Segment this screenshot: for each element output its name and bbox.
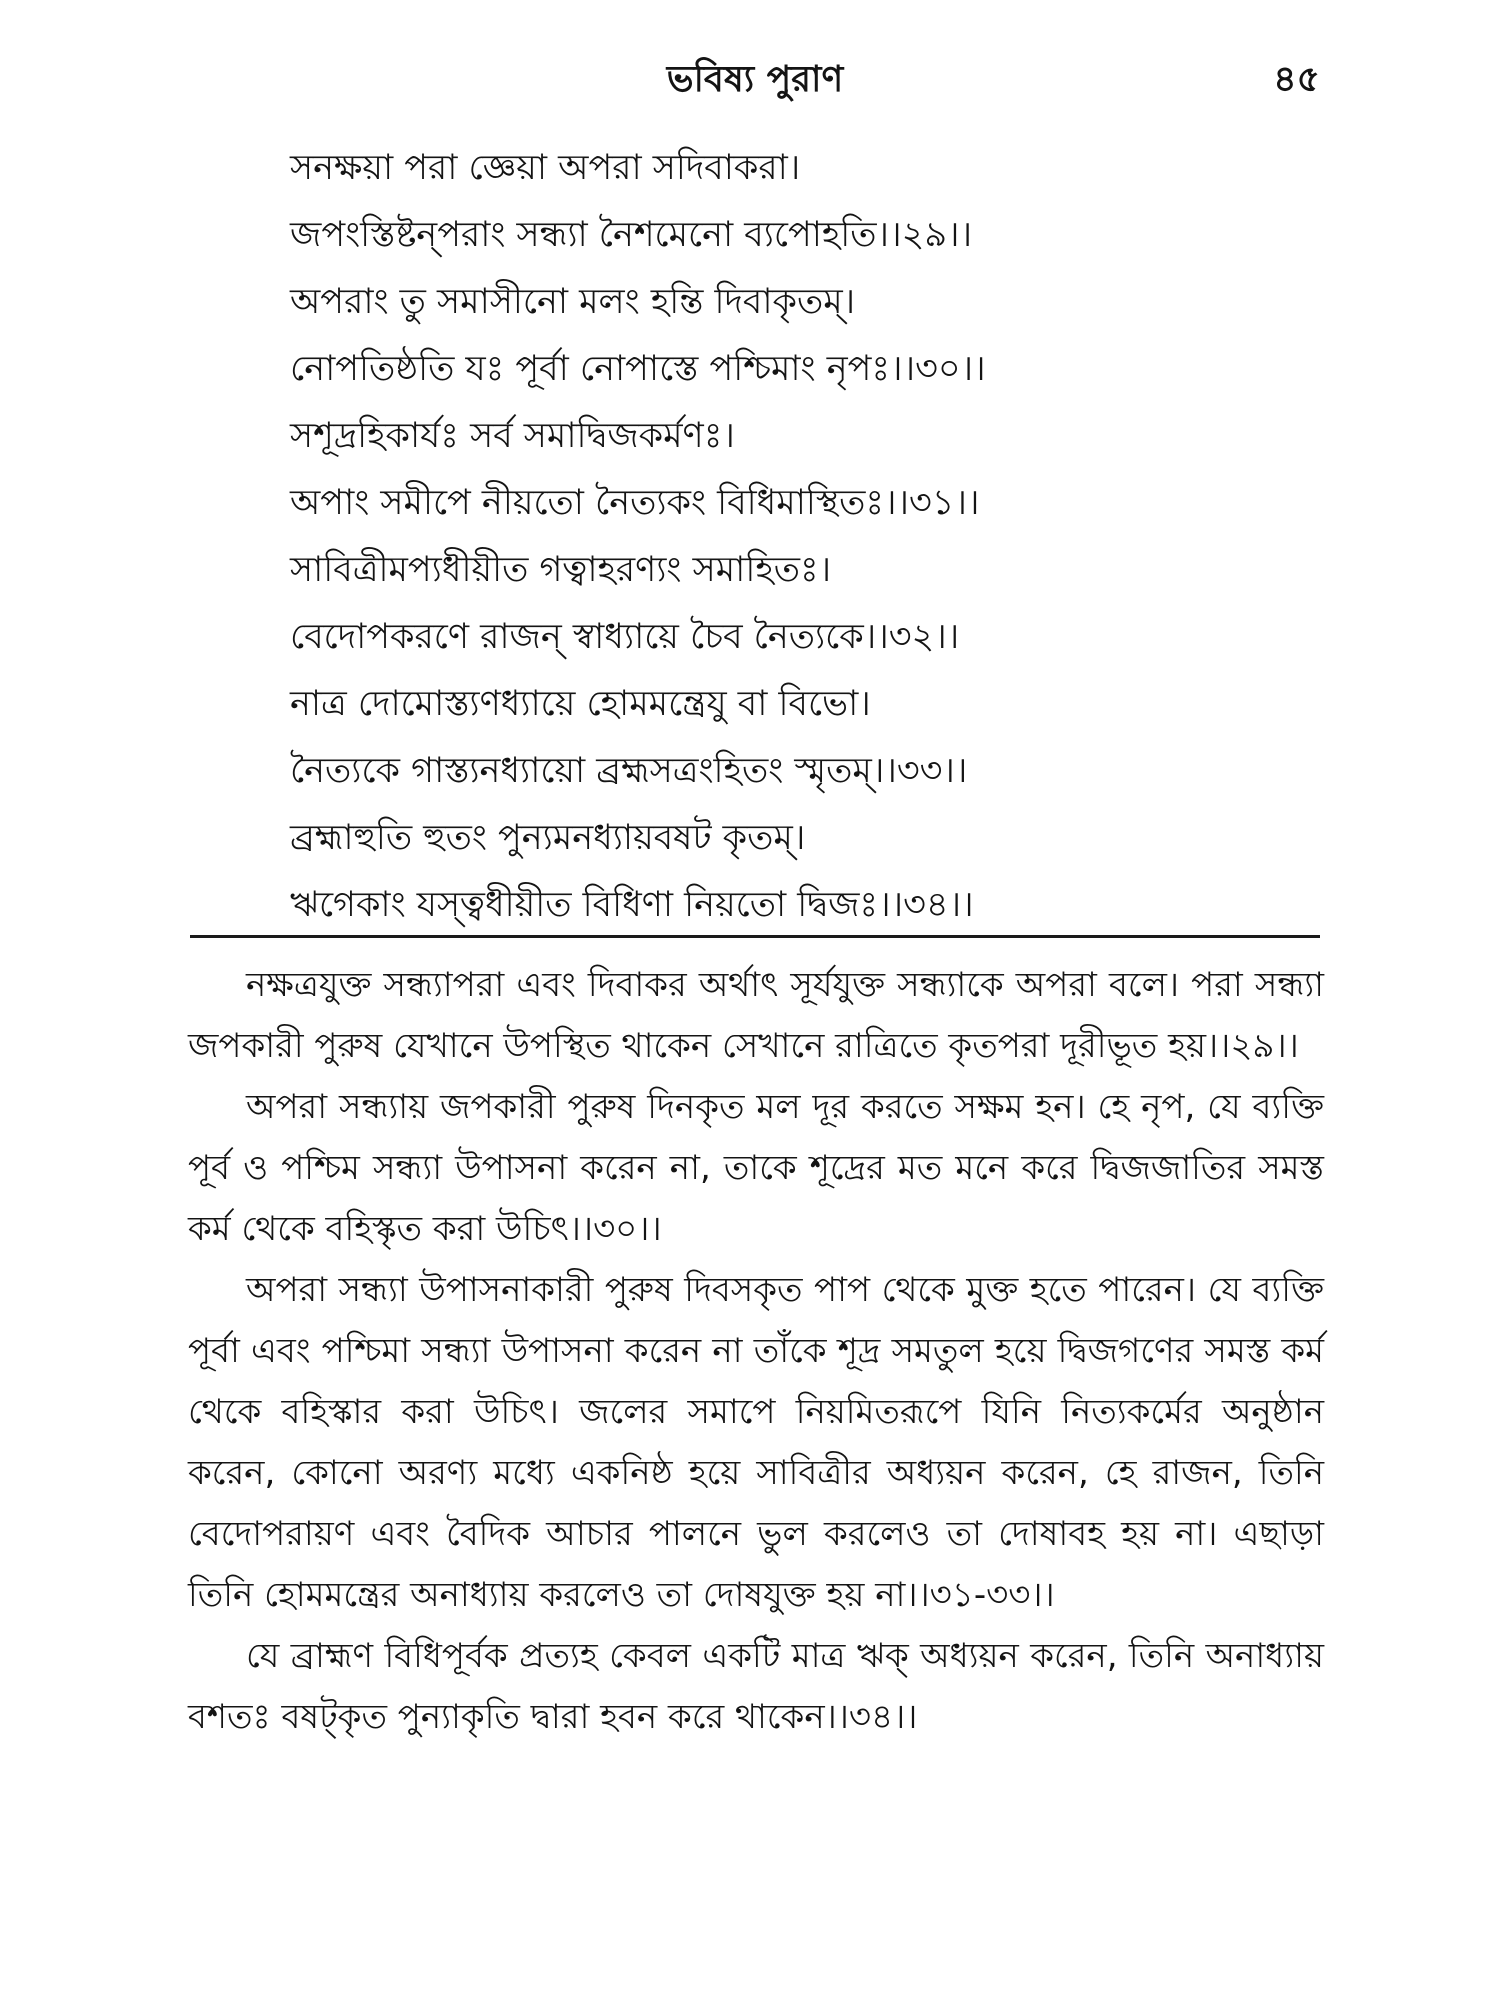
commentary-paragraph: যে ব্রাহ্মণ বিধিপূর্বক প্রত্যহ কেবল একটি মাত্র ঋক্‌ অধ্যয়ন করেন, তিনি অনাধ্যায় বশতঃ বষট্‌কৃত পুন্যাকৃতি দ্বারা হবন করে থাকেন।।৩৪।। bbox=[188, 1636, 1324, 1737]
running-title: ভবিষ্য পুরাণ bbox=[666, 59, 844, 100]
verse-line: অপরাং তু সমাসীনো মলং হন্তি দিবাকৃতম্‌। bbox=[290, 282, 856, 322]
verse-line: নৈত্যকে গাস্ত্যনধ্যায়ো ব্রহ্মসত্রংহিতং স্মৃতম্‌।।৩৩।। bbox=[290, 751, 968, 791]
page-header bbox=[190, 52, 1320, 112]
verse-line: ব্রহ্মাহুতি হুতং পুন্যমনধ্যায়বষট কৃতম্‌। bbox=[290, 818, 806, 858]
verse-line: সাবিত্রীমপ্যধীয়ীত গত্বাহরণ্যং সমাহিতঃ। bbox=[290, 550, 832, 590]
verse-line: অপাং সমীপে নীয়তো নৈত্যকং বিধিমাস্থিতঃ।।৩১।। bbox=[290, 483, 980, 523]
sanskrit-verses bbox=[290, 135, 1340, 939]
verse-line: সশূদ্রহিকার্যঃ সর্ব সমাদ্বিজকর্মণঃ। bbox=[290, 416, 735, 456]
page-number: ৪৫ bbox=[1273, 59, 1320, 100]
bengali-commentary bbox=[188, 955, 1324, 1748]
commentary-paragraph: অপরা সন্ধ্যা উপাসনাকারী পুরুষ দিবসকৃত পাপ থেকে মুক্ত হতে পারেন। যে ব্যক্তি পূর্বা এবং পশ্চিমা সন্ধ্যা উপাসনা করেন না তাঁকে শূদ্র সমতুল হয়ে দ্বিজগণের সমস্ত কর্ম থেকে বহিস্কার করা উচিৎ। জলের সমাপে নিয়মিতরূপে যিনি নিত্যকর্মের অনুষ্ঠান করেন, কোনো অরণ্য মধ্যে একনিষ্ঠ হয়ে সাবিত্রীর অধ্যয়ন করেন, হে রাজন, তিনি বেদোপরায়ণ এবং বৈদিক আচার পালনে ভুল করলেও তা দোষাবহ হয় না। এছাড়া তিনি হোমমন্ত্রের অনাধ্যায় করলেও তা দোষযুক্ত হয় না।।৩১-৩৩।। bbox=[188, 1270, 1324, 1615]
commentary-paragraph: নক্ষত্রযুক্ত সন্ধ্যাপরা এবং দিবাকর অর্থাৎ সূর্যযুক্ত সন্ধ্যাকে অপরা বলে। পরা সন্ধ্যা জপকারী পুরুষ যেখানে উপস্থিত থাকেন সেখানে রাত্রিতে কৃতপরা দূরীভূত হয়।।২৯।। bbox=[188, 965, 1324, 1066]
verse-line: নাত্র দোমোস্ত্যণধ্যায়ে হোমমন্ত্রেযু বা বিভো। bbox=[290, 684, 871, 724]
verse-line: ঋগেকাং যস্ত্বধীয়ীত বিধিণা নিয়তো দ্বিজঃ।।৩৪।। bbox=[290, 885, 974, 925]
verse-line: সনক্ষয়া পরা জ্ঞেয়া অপরা সদিবাকরা। bbox=[290, 148, 801, 188]
section-divider bbox=[190, 935, 1320, 938]
verse-line: জপংস্তিষ্টন্‌পরাং সন্ধ্যা নৈশমেনো ব্যপোহতি।।২৯।। bbox=[290, 215, 973, 255]
commentary-paragraph: অপরা সন্ধ্যায় জপকারী পুরুষ দিনকৃত মল দূর করতে সক্ষম হন। হে নৃপ, যে ব্যক্তি পূর্ব ও পশ্চিম সন্ধ্যা উপাসনা করেন না, তাকে শূদ্রের মত মনে করে দ্বিজজাতির সমস্ত কর্ম থেকে বহিস্কৃত করা উচিৎ।।৩০।। bbox=[188, 1087, 1324, 1249]
verse-line: বেদোপকরণে রাজন্‌ স্বাধ্যায়ে চৈব নৈত্যকে।।৩২।। bbox=[290, 617, 960, 657]
verse-line: নোপতিষ্ঠতি যঃ পূর্বা নোপাস্তে পশ্চিমাং নৃপঃ।।৩০।। bbox=[290, 349, 986, 389]
